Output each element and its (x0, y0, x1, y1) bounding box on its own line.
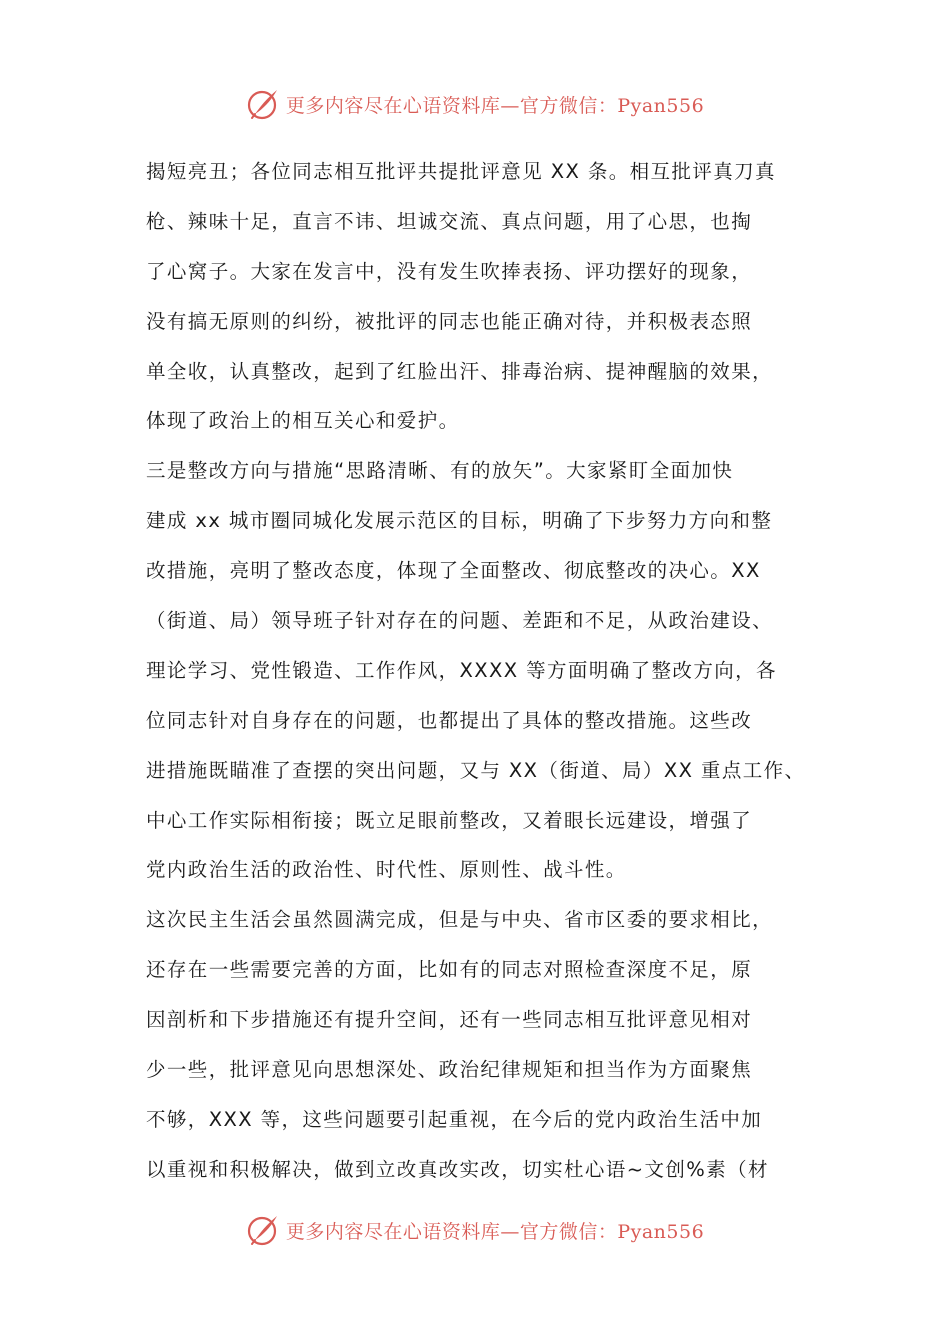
text-line: 以重视和积极解决，做到立改真改实改，切实杜心语~文创%素（材 (146, 1157, 769, 1181)
text-line: （街道、局）领导班子针对存在的问题、差距和不足，从政治建设、 (146, 609, 774, 633)
text-line: 进措施既瞄准了查摆的突出问题，又与 XX（街道、局）XX 重点工作、 (146, 758, 806, 782)
footer-banner (0, 1210, 950, 1250)
text-line: 没有搞无原则的纠纷，被批评的同志也能正确对待，并积极表态照 (146, 309, 753, 333)
quill-logo-icon (246, 87, 280, 121)
text-line: 三是整改方向与措施“思路清晰、有的放矢”。大家紧盯全面加快 (146, 459, 734, 483)
quill-logo-icon (246, 1213, 280, 1247)
text-line: 不够，XXX 等，这些问题要引起重视，在今后的党内政治生活中加 (146, 1107, 763, 1131)
document-body (146, 147, 811, 1195)
text-line: 因剖析和下步措施还有提升空间，还有一些同志相互批评意见相对 (146, 1008, 753, 1032)
text-line: 揭短亮丑；各位同志相互批评共提批评意见 XX 条。相互批评真刀真 (146, 160, 776, 183)
footer-banner-text: 更多内容尽在心语资料库—官方微信：Pyan556 (285, 1220, 705, 1243)
text-line: 党内政治生活的政治性、时代性、原则性、战斗性。 (146, 858, 627, 882)
header-banner-text: 更多内容尽在心语资料库—官方微信：Pyan556 (285, 94, 705, 117)
text-line: 位同志针对自身存在的问题，也都提出了具体的整改措施。这些改 (146, 708, 753, 732)
text-line: 枪、辣味十足，直言不讳、坦诚交流、真点问题，用了心思，也掏 (146, 209, 753, 233)
text-line: 体现了政治上的相互关心和爱护。 (146, 409, 460, 433)
text-line: 建成 xx 城市圈同城化发展示范区的目标，明确了下步努力方向和整 (146, 509, 773, 533)
text-line: 这次民主生活会虽然圆满完成，但是与中央、省市区委的要求相比， (146, 908, 774, 932)
text-line: 理论学习、党性锻造、工作作风，XXXX 等方面明确了整改方向，各 (146, 658, 777, 682)
text-line: 中心工作实际相衔接；既立足眼前整改，又着眼长远建设，增强了 (146, 808, 753, 832)
text-line: 改措施，亮明了整改态度，体现了全面整改、彻底整改的决心。XX (146, 559, 761, 583)
text-line: 了心窝子。大家在发言中，没有发生吹捧表扬、评功摆好的现象， (146, 259, 753, 283)
header-banner (0, 84, 950, 124)
text-line: 单全收，认真整改，起到了红脸出汗、排毒治病、提神醒脑的效果， (146, 359, 774, 383)
text-line: 少一些，批评意见向思想深处、政治纪律规矩和担当作为方面聚焦 (146, 1058, 753, 1082)
text-line: 还存在一些需要完善的方面，比如有的同志对照检查深度不足，原 (146, 958, 753, 982)
